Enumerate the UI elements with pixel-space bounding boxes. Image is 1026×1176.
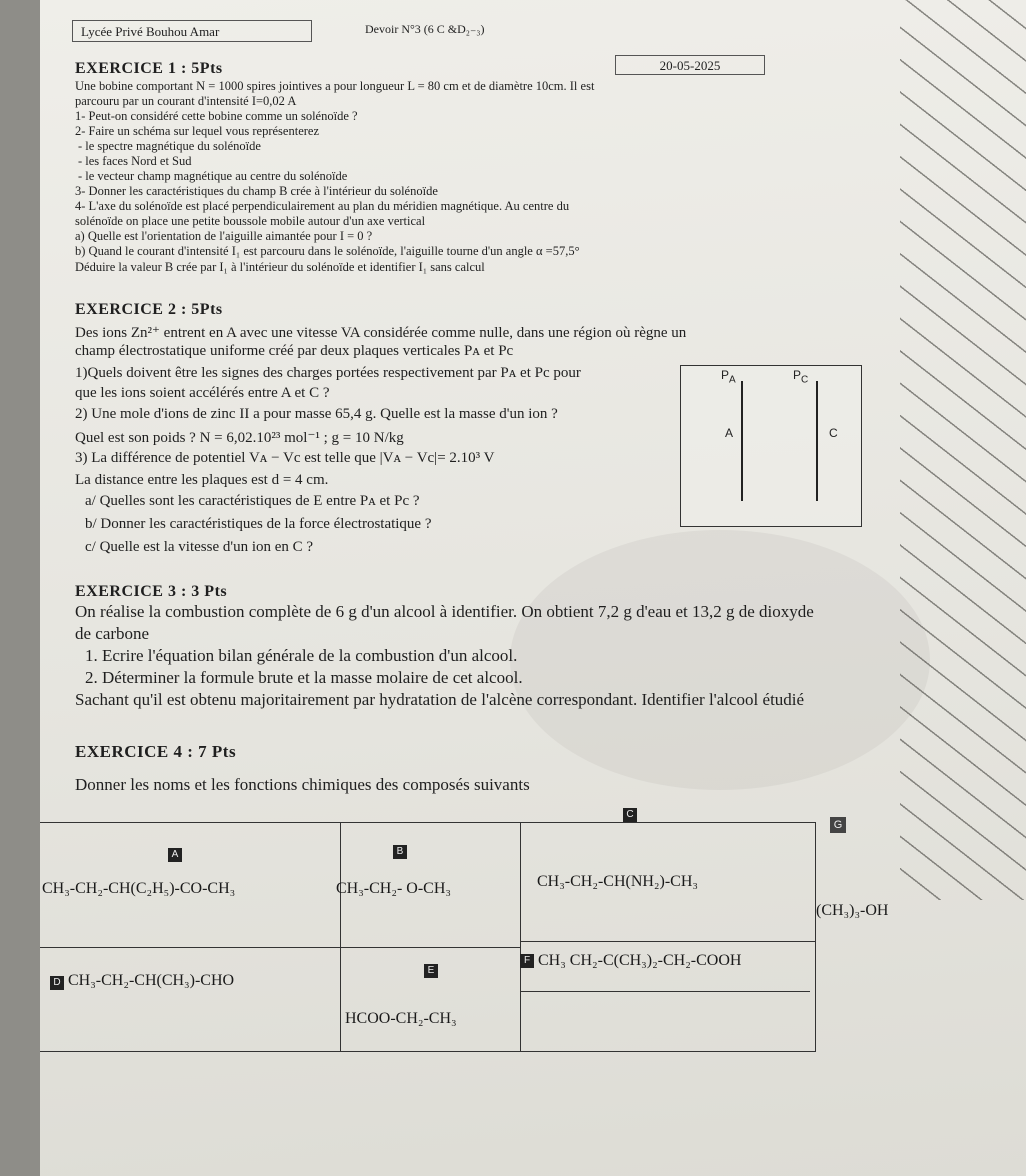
- ex3-line: 1. Ecrire l'équation bilan générale de la combustion d'un alcool.: [85, 646, 518, 665]
- ex2-line: Des ions Zn²⁺ entrent en A avec une vitesse VA considérée comme nulle, dans une région où règne un: [75, 325, 687, 341]
- exercise-3-title: EXERCICE 3 : 3 Pts: [75, 583, 228, 600]
- exam-sheet: [40, 0, 1026, 1176]
- ex2-line: 1)Quels doivent être les signes des charges portées respectivement par Pᴀ et Pc pour: [75, 365, 581, 381]
- ex1-line: parcouru par un courant d'intensité I=0,02 A: [75, 94, 297, 108]
- plate-pc: [816, 381, 818, 501]
- ex1-line: - les faces Nord et Sud: [78, 154, 192, 168]
- ex1-line: Déduire la valeur B crée par I₁ à l'intérieur du solénoïde et identifier I₁ sans calcul: [75, 260, 485, 274]
- label-pc: $P_C$: [793, 368, 809, 386]
- compound-f: F CH₃ CH₂-C(CH₃)₂-CH₂-COOH: [520, 952, 741, 970]
- ex2-line: que les ions soient accélérés entre A et C ?: [75, 385, 330, 401]
- ex2-line: La distance entre les plaques est d = 4 cm.: [75, 472, 329, 488]
- tag-e: E: [424, 964, 438, 978]
- watermark-logo: [510, 530, 930, 790]
- compound-a: CH₃-CH₂-CH(C₂H₅)-CO-CH₃: [42, 880, 236, 897]
- ex3-line: On réalise la combustion complète de 6 g d'un alcool à identifier. On obtient 7,2 g d'eau et 13,2 g de dioxyde: [75, 602, 814, 621]
- ex1-line: a) Quelle est l'orientation de l'aiguille aimantée pour I = 0 ?: [75, 229, 373, 243]
- ex1-line: - le spectre magnétique du solénoïde: [78, 139, 261, 153]
- ex2-line: 2) Une mole d'ions de zinc II a pour masse 65,4 g. Quelle est la masse d'un ion ?: [75, 406, 558, 422]
- exercise-1-title: EXERCICE 1 : 5Pts: [75, 60, 223, 77]
- ex1-line: b) Quand le courant d'intensité I₁ est parcouru dans le solénoïde, l'aiguille tourne d'un angle α =57,5°: [75, 244, 580, 258]
- plates-diagram: [680, 365, 862, 527]
- exercise-4-title: EXERCICE 4 : 7 Pts: [75, 742, 237, 761]
- compound-c: CH₃-CH₂-CH(NH₂)-CH₃: [537, 873, 698, 890]
- ex2-line: champ électrostatique uniforme créé par deux plaques verticales Pᴀ et Pc: [75, 343, 514, 359]
- ex1-line: solénoïde on place une petite boussole mobile autour d'un axe vertical: [75, 214, 426, 228]
- ex1-line: 2- Faire un schéma sur lequel vous représenterez: [75, 124, 320, 138]
- ex3-line: 2. Déterminer la formule brute et la masse molaire de cet alcool.: [85, 668, 523, 687]
- devoir-label: Devoir N°3 (6 C &D₂₋₃): [365, 22, 485, 36]
- ex2-line: Quel est son poids ? N = 6,02.10²³ mol⁻¹ ; g = 10 N/kg: [75, 430, 404, 446]
- ex2-line: 3) La différence de potentiel Vᴀ − Vc est telle que |Vᴀ − Vc|= 2.10³ V: [75, 450, 495, 466]
- ex1-line: Une bobine comportant N = 1000 spires jointives a pour longueur L = 80 cm et de diamètre 10cm. Il est: [75, 79, 595, 93]
- ex3-line: Sachant qu'il est obtenu majoritairement par hydratation de l'alcène correspondant. Identifier l'alcool étudié: [75, 690, 805, 709]
- ex1-line: 3- Donner les caractéristiques du champ B crée à l'intérieur du solénoïde: [75, 184, 438, 198]
- compound-e: HCOO-CH₂-CH₃: [345, 1010, 457, 1027]
- school-name: Lycée Privé Bouhou Amar: [72, 20, 312, 42]
- ex3-line: de carbone: [75, 624, 150, 643]
- tag-c: C: [623, 808, 637, 822]
- point-c-label: C: [829, 426, 838, 440]
- ex2-line: b/ Donner les caractéristiques de la force électrostatique ?: [85, 516, 432, 532]
- plate-pa: [741, 381, 743, 501]
- ex1-line: - le vecteur champ magnétique au centre du solénoïde: [78, 169, 348, 183]
- ex1-line: 4- L'axe du solénoïde est placé perpendiculairement au plan du méridien magnétique. Au centre du: [75, 199, 570, 213]
- tag-g: G: [830, 817, 846, 833]
- exercise-2-title: EXERCICE 2 : 5Pts: [75, 301, 223, 318]
- label-pa: $P_A$: [721, 368, 736, 386]
- ex1-line: 1- Peut-on considéré cette bobine comme un solénoïde ?: [75, 109, 358, 123]
- tag-a: A: [168, 848, 182, 862]
- compound-b: CH₃-CH₂- O-CH₃: [336, 880, 451, 897]
- ex2-line: a/ Quelles sont les caractéristiques de E entre Pᴀ et Pc ?: [85, 493, 420, 509]
- tag-b: B: [393, 845, 407, 859]
- tag-f: F: [520, 954, 534, 968]
- background-hatching: [900, 0, 1026, 900]
- tag-d: D: [50, 976, 64, 990]
- compound-g: (CH₃)₃-OH: [816, 902, 889, 919]
- ex2-line: c/ Quelle est la vitesse d'un ion en C ?: [85, 539, 314, 555]
- exam-date: 20-05-2025: [615, 55, 765, 75]
- ex4-prompt: Donner les noms et les fonctions chimiques des composés suivants: [75, 775, 530, 794]
- compound-d: CH₃-CH₂-CH(CH₃)-CHO: [68, 972, 235, 989]
- point-a-label: A: [725, 426, 734, 440]
